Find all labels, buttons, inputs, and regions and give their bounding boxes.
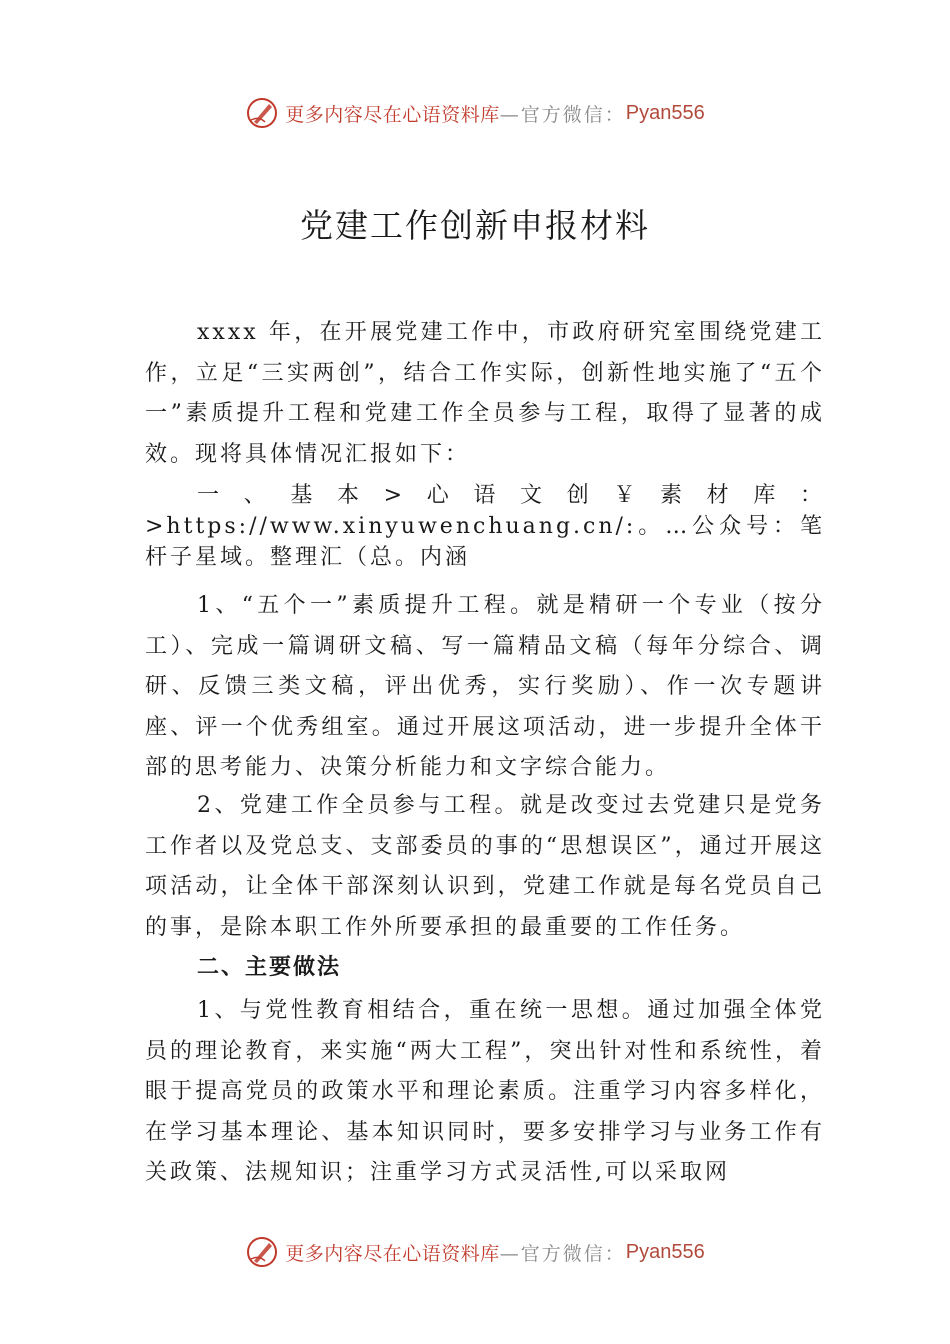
intro-paragraph: xxxx 年，在开展党建工作中，市政府研究室围绕党建工作，立足“三实两创”，结合工作实际，创新性地实施了“五个一”素质提升工程和党建工作全员参与工程，取得了显著的成效。现将具体情况汇报如下： [145, 320, 825, 467]
header-banner [0, 93, 950, 133]
item-one-paragraph: 1、“五个一”素质提升工程。就是精研一个专业（按分工）、完成一篇调研文稿、写一篇精品文稿（每年分综合、调研、反馈三类文稿，评出优秀，实行奖励）、作一次专题讲座、评一个优秀组室。通过开展这项活动，进一步提升全体干部的思考能力、决策分析能力和文字综合能力。 [145, 593, 825, 781]
method-one-paragraph: 1、与党性教育相结合，重在统一思想。通过加强全体党员的理论教育，来实施“两大工程”，突出针对性和系统性，着眼于提高党员的政策水平和理论素质。注重学习内容多样化，在学习基本理论、基本知识同时，要多安排学习与业务工作有关政策、法规知识；注重学习方式灵活性,可以采取网 [145, 998, 825, 1186]
banner-grey-text: —官方微信： [499, 1242, 626, 1265]
footer-banner [0, 1232, 950, 1272]
quill-logo-icon [245, 1235, 279, 1269]
item-two-paragraph: 2、党建工作全员参与工程。就是改变过去党建只是党务工作者以及党总支、支部委员的事的“思想误区”，通过开展这项活动，让全体干部深刻认识到，党建工作就是每名党员自己的事，是除本职工作外所要承担的最重要的工作任务。 [145, 793, 825, 940]
banner-wechat-id: Pyan556 [625, 101, 705, 124]
section-one-paragraph: 一、基本>心语文创￥素材库：>https://www.xinyuwenchuang.cn/:。…公众号：笔杆子星域。整理汇（总。内涵 [145, 483, 825, 570]
banner-wechat-id: Pyan556 [625, 1240, 705, 1263]
quill-logo-icon [245, 96, 279, 130]
banner-red-text: 更多内容尽在心语资料库 [285, 1242, 500, 1265]
banner-grey-text: —官方微信： [499, 103, 626, 126]
document-title: 党建工作创新申报材料 [300, 206, 650, 245]
section-two-heading: 二、主要做法 [197, 955, 342, 980]
banner-red-text: 更多内容尽在心语资料库 [285, 103, 500, 126]
